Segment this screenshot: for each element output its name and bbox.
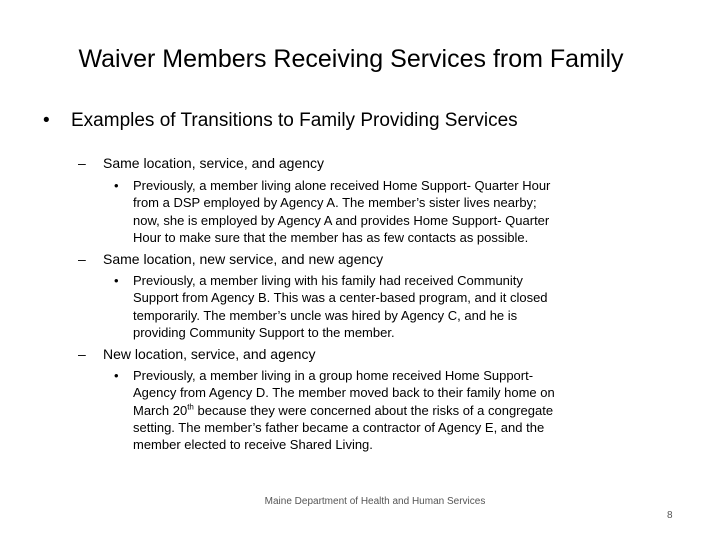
ordinal-suffix: th <box>187 402 194 412</box>
dash-marker: – <box>78 155 86 171</box>
detail-line: Previously, a member living alone received Home Support- Quarter Hour <box>133 178 551 193</box>
date-text: March 20 <box>133 402 188 418</box>
detail-line: temporarily. The member’s uncle was hired by Agency C, and he is <box>133 307 518 323</box>
bullet-marker: • <box>114 368 119 383</box>
detail-line: Hour to make sure that the member has as few contacts as possible. <box>133 229 529 245</box>
detail-line: member elected to receive Shared Living. <box>133 437 373 453</box>
dash-marker: – <box>78 346 86 362</box>
dash-marker: – <box>78 251 86 267</box>
slide-title: Waiver Members Receiving Services from Family <box>78 45 624 73</box>
example-heading-text: Same location, new service, and new agency <box>103 251 384 267</box>
detail-line: providing Community Support to the member. <box>133 324 395 340</box>
example-detail-text <box>133 367 673 453</box>
example-heading-text: Same location, service, and agency <box>103 155 325 171</box>
bullet-marker: • <box>114 178 119 193</box>
detail-line: setting. The member’s father became a contractor of Agency E, and the <box>133 419 545 435</box>
detail-line: Previously, a member living with his family had received Community <box>133 273 523 288</box>
detail-line: Support from Agency B. This was a center-based program, and it closed <box>133 290 548 306</box>
page-number: 8 <box>667 510 673 521</box>
slide-footer: Maine Department of Health and Human Services <box>264 496 486 507</box>
date-line-rest: because they were concerned about the risks of a congregate <box>193 402 554 418</box>
bullet-marker: • <box>114 273 119 288</box>
detail-line: from a DSP employed by Agency A. The member’s sister lives nearby; <box>133 195 537 211</box>
example-detail-text <box>133 272 673 341</box>
example-detail-text <box>133 177 673 246</box>
example-heading-text: New location, service, and agency <box>103 346 316 362</box>
bullet-marker: • <box>43 110 50 131</box>
detail-line: now, she is employed by Agency A and provides Home Support- Quarter <box>133 212 550 228</box>
detail-line-date <box>133 402 673 419</box>
detail-line: Agency from Agency D. The member moved back to their family home on <box>133 385 555 401</box>
main-bullet-text: Examples of Transitions to Family Providing Services <box>71 110 518 131</box>
detail-line: Previously, a member living in a group home received Home Support- <box>133 368 534 383</box>
